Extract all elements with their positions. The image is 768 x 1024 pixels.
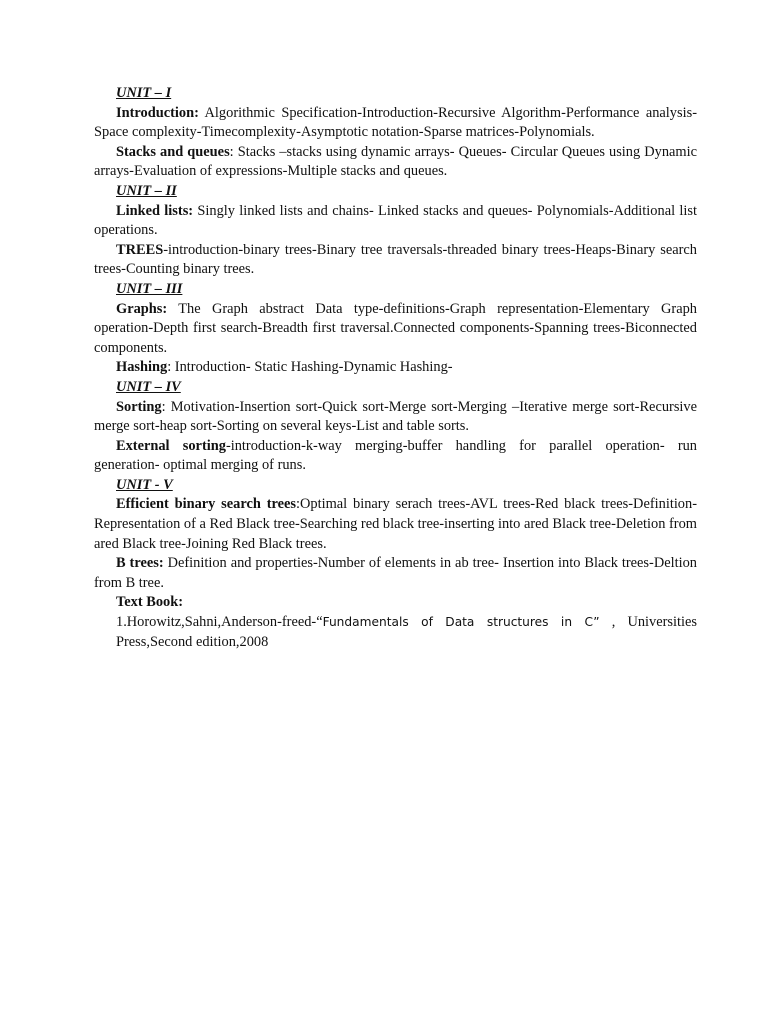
topic-paragraph — [94, 104, 697, 143]
topic-lead: Graphs: — [116, 300, 168, 317]
textbook-heading: Text Book: — [116, 594, 184, 611]
topic-text: : Stacks –stacks using dynamic arrays- Queues- Circular Queues using Dynamic arrays-Evaluation of expressions-Multiple stacks and queues. — [94, 143, 697, 180]
unit-heading: UNIT – I — [116, 85, 172, 101]
topic-lead: Sorting — [116, 398, 162, 415]
topic-paragraph — [94, 554, 697, 593]
reference-title: Fundamentals of Data structures in C” — [322, 615, 600, 630]
topic-lead: External sorting — [116, 437, 226, 454]
reference-authors: 1.Horowitz,Sahni,Anderson-freed-“ — [116, 614, 323, 631]
topic-paragraph — [94, 358, 697, 378]
topic-lead: Introduction: — [116, 104, 199, 121]
topic-paragraph — [94, 437, 697, 476]
topic-paragraph — [94, 202, 697, 241]
topic-paragraph — [94, 495, 697, 554]
topic-paragraph — [94, 143, 697, 182]
topic-lead: TREES — [116, 241, 164, 258]
textbook-section — [94, 593, 697, 652]
unit-heading: UNIT - V — [116, 476, 173, 493]
unit-2-section — [94, 182, 697, 280]
unit-3-section — [94, 280, 697, 378]
topic-paragraph — [94, 300, 697, 359]
topic-text: : Introduction- Static Hashing-Dynamic Hashing- — [167, 359, 453, 376]
topic-text: Algorithmic Specification-Introduction-Recursive Algorithm-Performance analysis-Space complexity-Timecomplexity-Asymptotic notation-Sparse matrices-Polynomials. — [94, 104, 697, 141]
topic-lead: Stacks and queues — [116, 143, 230, 160]
topic-lead: Linked lists: — [116, 202, 194, 219]
topic-text: The Graph abstract Data type-definitions-Graph representation-Elementary Graph operation-Depth first search-Breadth first traversal.Connected components-Spanning trees-Biconnected components. — [94, 300, 697, 356]
unit-heading: UNIT – III — [116, 280, 183, 297]
syllabus-document — [94, 84, 697, 652]
reference-publisher: , Universities Press,Second edition,2008 — [116, 614, 697, 650]
unit-1-section — [94, 84, 697, 182]
unit-5-section — [94, 476, 697, 594]
topic-text: :Optimal binary serach trees-AVL trees-Red black trees-Definition-Representation of a Red Black tree-Searching red black tree-inserting into ared Black tree-Deletion from ared Black tree-Joining Red Black trees. — [94, 496, 697, 552]
textbook-reference — [94, 613, 697, 652]
topic-paragraph — [94, 241, 697, 280]
topic-paragraph — [94, 398, 697, 437]
unit-4-section — [94, 378, 697, 476]
topic-text: Singly linked lists and chains- Linked stacks and queues- Polynomials-Additional list operations. — [94, 202, 697, 239]
topic-lead: Efficient binary search trees — [116, 496, 297, 513]
topic-text: : Motivation-Insertion sort-Quick sort-Merge sort-Merging –Iterative merge sort-Recursive merge sort-heap sort-Sorting on several keys-List and table sorts. — [94, 398, 697, 435]
topic-text: Definition and properties-Number of elements in ab tree- Insertion into Black trees-Deltion from B tree. — [94, 555, 697, 591]
topic-lead: Hashing — [116, 359, 168, 376]
topic-lead: B trees: — [116, 555, 164, 572]
topic-text: -introduction-k-way merging-buffer handling for parallel operation- run generation- optimal merging of runs. — [94, 437, 698, 474]
unit-heading: UNIT – II — [116, 182, 177, 199]
unit-heading: UNIT – IV — [116, 378, 181, 395]
topic-text: -introduction-binary trees-Binary tree traversals-threaded binary trees-Heaps-Binary search trees-Counting binary trees. — [94, 241, 697, 278]
